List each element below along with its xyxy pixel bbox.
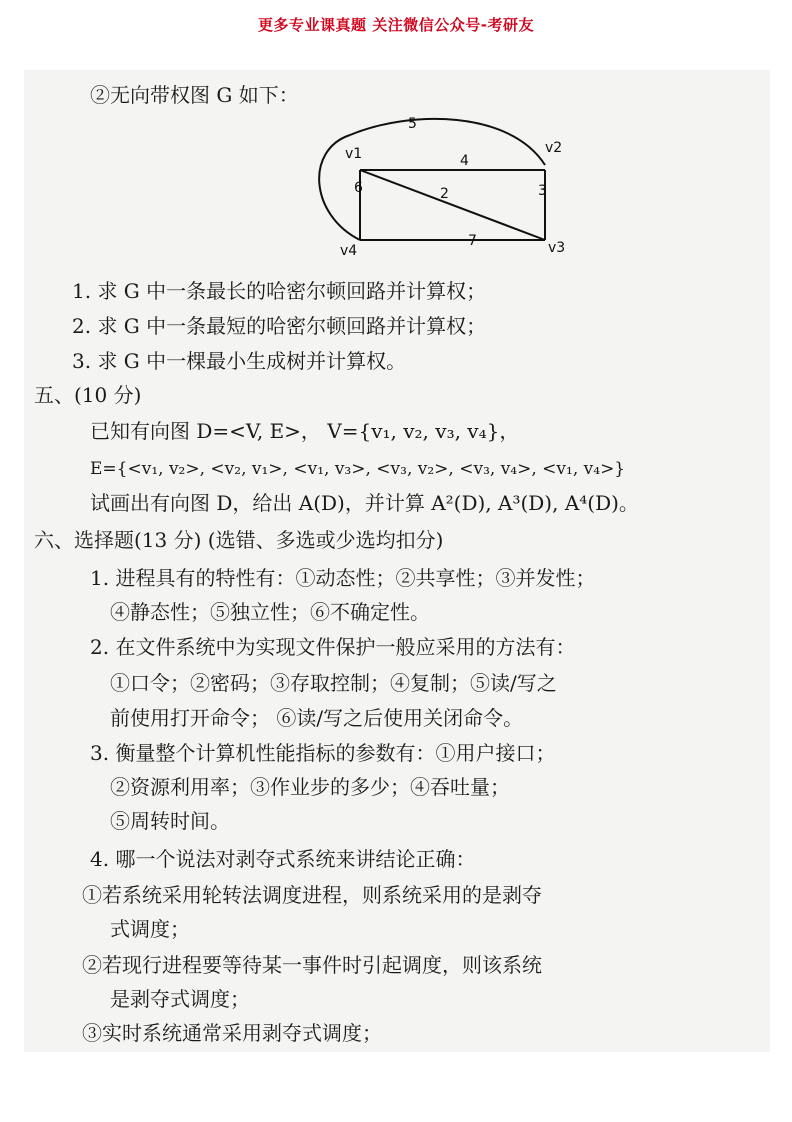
- digraph-definition: 已知有向图 D=<V, E>， V={v₁, v₂, v₃, v₄}，: [90, 419, 520, 443]
- mc-question-4-option-1-cont: 式调度；: [110, 917, 190, 941]
- vertex-v2-label: v2: [545, 140, 563, 156]
- mc-question-2-cont2: 前使用打开命令； ⑥读/写之后使用关闭命令。: [110, 706, 524, 730]
- mc-question-4: 4. 哪一个说法对剥夺式系统来讲结论正确：: [90, 847, 476, 871]
- mc-question-4-option-2-cont: 是剥夺式调度；: [110, 987, 250, 1011]
- weight-v4-v2: 5: [408, 116, 417, 132]
- weight-v4-v1: 6: [354, 180, 363, 196]
- edge-v1-v3: [360, 170, 545, 240]
- mc-question-3: 3. 衡量整个计算机性能指标的参数有：①用户接口；: [90, 741, 556, 765]
- weight-v1-v2: 4: [460, 153, 469, 169]
- weight-v2-v3: 3: [538, 183, 547, 199]
- weight-v1-v3: 2: [440, 186, 449, 202]
- mc-question-3-cont2: ⑤周转时间。: [110, 809, 230, 833]
- mc-question-4-option-2: ②若现行进程要等待某一事件时引起调度，则该系统: [82, 953, 542, 977]
- graph-intro: ②无向带权图 G 如下：: [90, 83, 299, 107]
- question-1: 1. 求 G 中一条最长的哈密尔顿回路并计算权；: [72, 279, 487, 303]
- weight-v3-v4: 7: [468, 233, 477, 249]
- digraph-task: 试画出有向图 D，给出 A(D)，并计算 A²(D), A³(D), A⁴(D)。: [90, 491, 639, 515]
- mc-question-2: 2. 在文件系统中为实现文件保护一般应采用的方法有：: [90, 635, 576, 659]
- vertex-v1-label: v1: [345, 146, 363, 162]
- vertex-v4-label: v4: [340, 243, 358, 259]
- weighted-graph: [290, 100, 580, 260]
- mc-question-2-cont: ①口令；②密码；③存取控制；④复制；⑤读/写之: [110, 671, 557, 695]
- section-5-heading: 五、(10 分): [34, 383, 142, 407]
- mc-question-3-cont: ②资源利用率；③作业步的多少；④吞吐量；: [110, 775, 510, 799]
- mc-question-4-option-3: ③实时系统通常采用剥夺式调度；: [82, 1021, 382, 1045]
- page-header: 更多专业课真题 关注微信公众号-考研友: [258, 16, 534, 34]
- question-2: 2. 求 G 中一条最短的哈密尔顿回路并计算权；: [72, 314, 487, 338]
- mc-question-1: 1. 进程具有的特性有：①动态性；②共享性；③并发性；: [90, 566, 596, 590]
- section-6-heading: 六、选择题(13 分) (选错、多选或少选均扣分): [34, 528, 444, 552]
- vertex-v3-label: v3: [548, 240, 566, 256]
- mc-question-1-cont: ④静态性；⑤独立性；⑥不确定性。: [110, 600, 430, 624]
- edge-set: E={<v₁, v₂>, <v₂, v₁>, <v₁, v₃>, <v₃, v₂>, <v₃, v₄>, <v₁, v₄>}: [90, 459, 626, 479]
- mc-question-4-option-1: ①若系统采用轮转法调度进程，则系统采用的是剥夺: [82, 883, 542, 907]
- question-3: 3. 求 G 中一棵最小生成树并计算权。: [72, 349, 407, 373]
